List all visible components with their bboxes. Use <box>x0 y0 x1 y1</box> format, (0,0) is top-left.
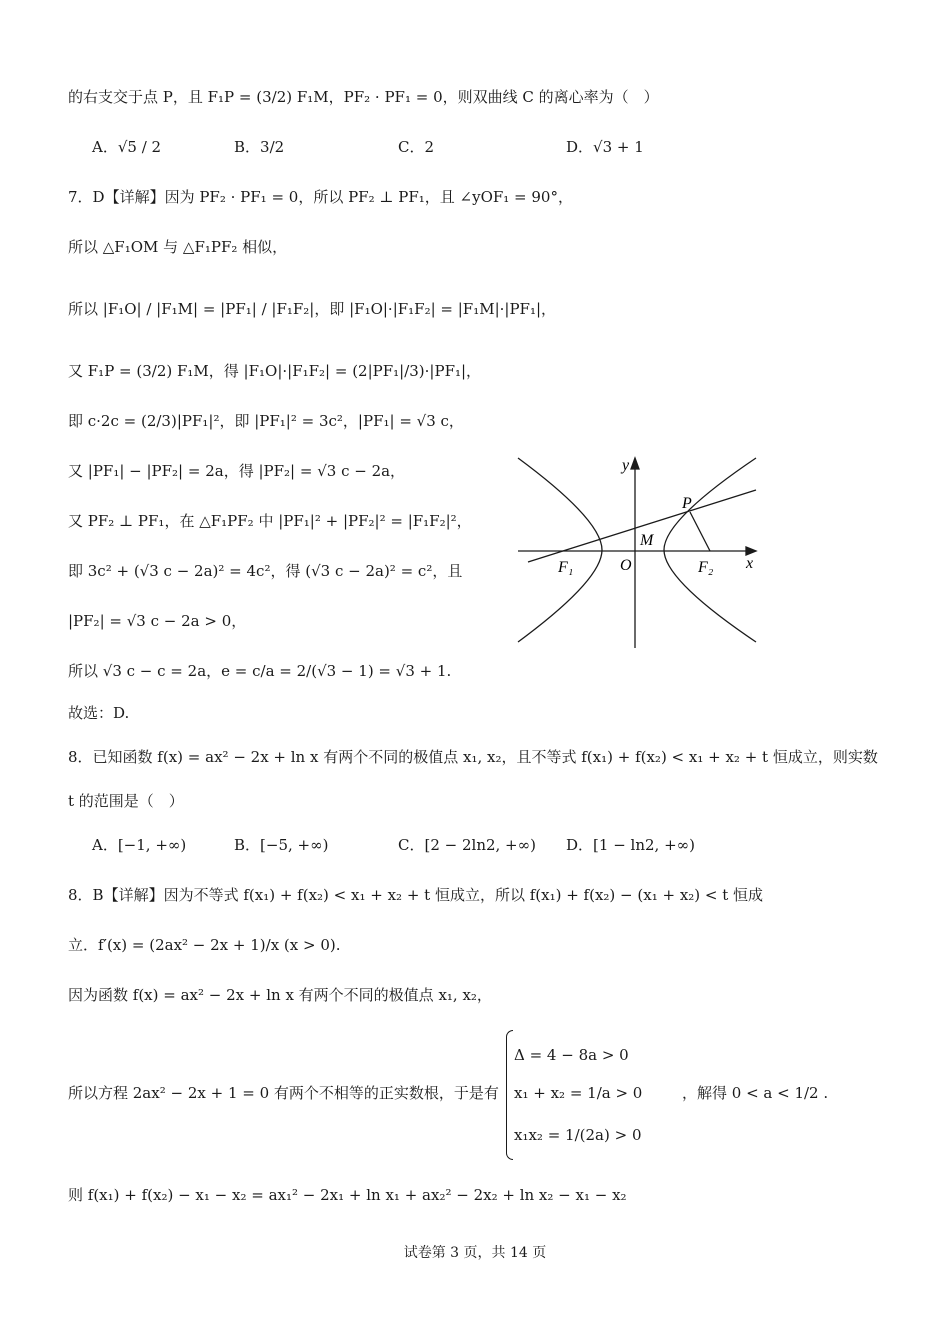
solution8-line: 因为函数 f(x) = ax² − 2x + ln x 有两个不同的极值点 x₁, x₂， <box>68 986 492 1004</box>
problem8-options <box>92 834 695 874</box>
solution8-result: ，解得 0 < a < 1/2 . <box>682 1084 829 1102</box>
option-a: A．√5 / 2 <box>92 138 162 156</box>
solution7-line: 即 3c² + (√3 c − 2a)² = 4c²，得 (√3 c − 2a)² = c²，且 <box>68 562 463 580</box>
option-c: C．[2 − 2ln2, +∞) <box>398 836 536 854</box>
label-o: O <box>620 557 632 574</box>
option-c: C．2 <box>398 138 435 156</box>
system-row: x₁x₂ = 1/(2a) > 0 <box>514 1126 642 1144</box>
left-branch <box>518 458 602 642</box>
problem7-stem: 的右支交于点 P，且 F₁P = (3/2) F₁M，PF₂ · PF₁ = 0，则双曲线 C 的离心率为（ ） <box>68 88 659 106</box>
solution7-line: 即 c·2c = (2/3)|PF₁|²，即 |PF₁|² = 3c²，|PF₁| = √3 c， <box>68 412 464 430</box>
label-m: M <box>640 532 654 549</box>
solution7-answer: 故选：D. <box>68 704 130 722</box>
y-axis-arrow <box>631 458 639 469</box>
system-row: Δ = 4 − 8a > 0 <box>514 1046 629 1064</box>
label-f2: F₂ <box>698 559 714 576</box>
option-d: D．[1 − ln2, +∞) <box>566 836 695 854</box>
problem7-options <box>92 136 692 176</box>
option-b: B．3/2 <box>234 138 285 156</box>
system-row: x₁ + x₂ = 1/a > 0 <box>514 1084 643 1102</box>
solution7-line: 所以 √3 c − c = 2a，e = c/a = 2/(√3 − 1) = √3 + 1. <box>68 662 452 680</box>
option-d: D．√3 + 1 <box>566 138 644 156</box>
solution7-line: |PF₂| = √3 c − 2a > 0， <box>68 612 247 630</box>
solution8-line: 所以方程 2ax² − 2x + 1 = 0 有两个不相等的正实数根，于是有 <box>68 1084 499 1102</box>
solution7-line: 7．D【详解】因为 PF₂ · PF₁ = 0，所以 PF₂ ⊥ PF₁，且 ∠yOF₁ = 90°， <box>68 188 573 206</box>
segment-pf2 <box>690 512 710 551</box>
option-b: B．[−5, +∞) <box>234 836 329 854</box>
x-axis-arrow <box>746 547 756 555</box>
problem8-stem: t 的范围是（ ） <box>68 792 184 810</box>
problem8-stem: 8．已知函数 f(x) = ax² − 2x + ln x 有两个不同的极值点 x₁, x₂，且不等式 f(x₁) + f(x₂) < x₁ + x₂ + t 恒成立，则实数 <box>68 748 878 766</box>
label-y: y <box>622 457 630 474</box>
label-p: P <box>682 495 692 512</box>
solution7-line: 又 F₁P = (3/2) F₁M，得 |F₁O|·|F₁F₂| = (2|PF₁|/3)·|PF₁|， <box>68 362 482 380</box>
label-x: x <box>746 555 754 572</box>
solution8-line: 则 f(x₁) + f(x₂) − x₁ − x₂ = ax₁² − 2x₁ + ln x₁ + ax₂² − 2x₂ + ln x₂ − x₁ − x₂ <box>68 1186 627 1204</box>
solution7-line: 所以 △F₁OM 与 △F₁PF₂ 相似， <box>68 238 288 256</box>
solution8-line: 8．B【详解】因为不等式 f(x₁) + f(x₂) < x₁ + x₂ + t 恒成立，所以 f(x₁) + f(x₂) − (x₁ + x₂) < t 恒成 <box>68 886 764 904</box>
hyperbola-figure <box>500 450 770 655</box>
solution7-line: 又 PF₂ ⊥ PF₁，在 △F₁PF₂ 中 |PF₁|² + |PF₂|² = |F₁F₂|²， <box>68 512 472 530</box>
label-f1: F₁ <box>558 559 574 576</box>
option-a: A．[−1, +∞) <box>92 836 187 854</box>
page-footer: 试卷第 3 页，共 14 页 <box>403 1245 547 1261</box>
solution7-line: 所以 |F₁O| / |F₁M| = |PF₁| / |F₁F₂|，即 |F₁O|·|F₁F₂| = |F₁M|·|PF₁|， <box>68 300 557 318</box>
solution8-line: 立．f′(x) = (2ax² − 2x + 1)/x (x > 0). <box>68 936 341 954</box>
solution7-line: 又 |PF₁| − |PF₂| = 2a，得 |PF₂| = √3 c − 2a， <box>68 462 406 480</box>
system-brace <box>506 1030 513 1160</box>
